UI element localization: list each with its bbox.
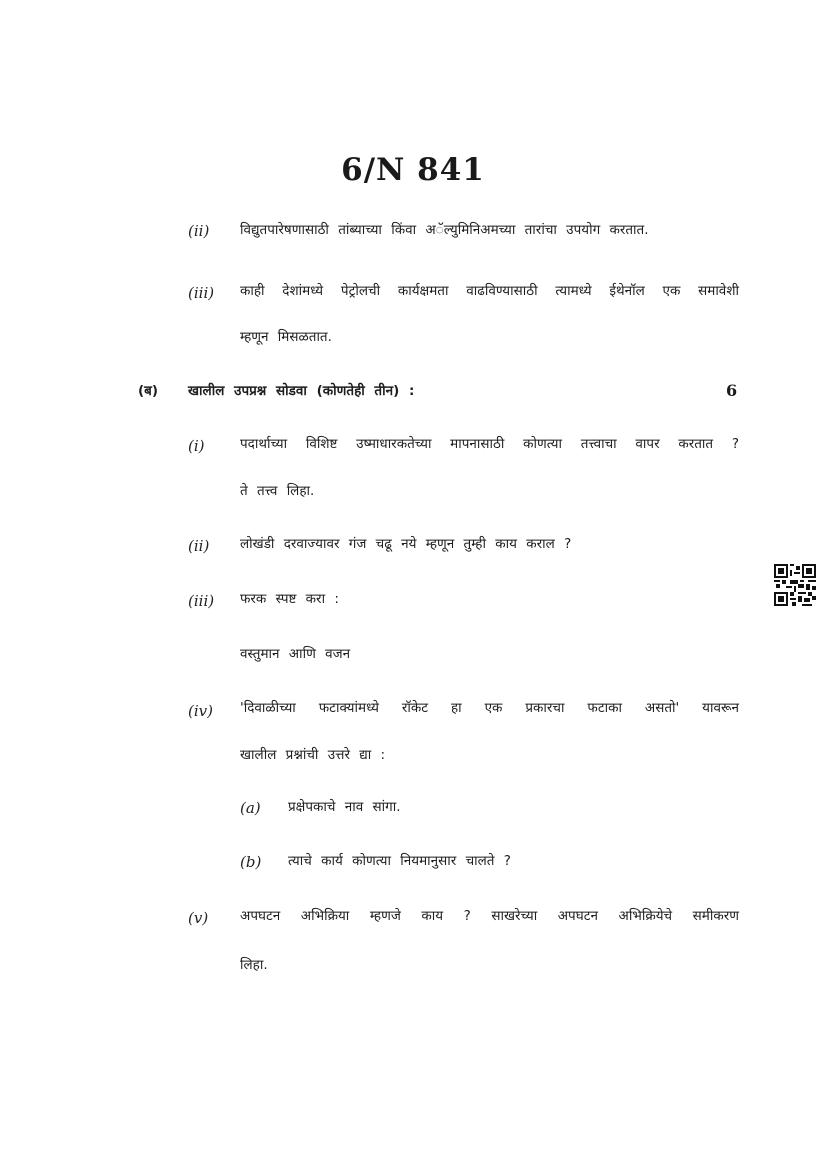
section-instruction: खालील उपप्रश्न सोडवा (कोणतेही तीन) : bbox=[188, 383, 415, 399]
subquestion-number: (b) bbox=[240, 853, 262, 871]
question-number: (ii) bbox=[188, 537, 210, 555]
question-text: फरक स्पष्ट करा : bbox=[240, 591, 339, 607]
question-text-continued: लिहा. bbox=[240, 957, 268, 973]
question-number: (v) bbox=[188, 909, 209, 927]
question-text: पदार्थाच्या विशिष्ट उष्माधारकतेच्या मापनासाठी कोणत्या तत्त्वाचा वापर करतात ? bbox=[240, 436, 739, 452]
question-text: काही देशांमध्ये पेट्रोलची कार्यक्षमता वाढविण्यासाठी त्यामध्ये ईथेनॉल एक समावेशी bbox=[240, 283, 739, 299]
question-text-continued: ते तत्त्व लिहा. bbox=[240, 483, 315, 499]
question-text-continued: खालील प्रश्नांची उत्तरे द्या : bbox=[240, 747, 386, 763]
question-text-continued: म्हणून मिसळतात. bbox=[240, 329, 332, 345]
question-text: लोखंडी दरवाज्यावर गंज चढू नये म्हणून तुम्ही काय कराल ? bbox=[240, 536, 572, 552]
question-number: (iii) bbox=[188, 592, 215, 610]
question-number: (iii) bbox=[188, 284, 215, 302]
question-text: विद्युतपारेषणासाठी तांब्याच्या किंवा अॅल्युमिनिअमच्या तारांचा उपयोग करतात. bbox=[240, 222, 649, 238]
page-title: 6/N 841 bbox=[341, 152, 485, 188]
question-text: 'दिवाळीच्या फटाक्यांमध्ये रॉकेट हा एक प्रकारचा फटाका असतो' यावरून bbox=[240, 700, 739, 716]
question-number: (ii) bbox=[188, 222, 210, 240]
subquestion-number: (a) bbox=[240, 799, 261, 817]
section-marks: 6 bbox=[726, 381, 738, 400]
question-number: (i) bbox=[188, 437, 205, 455]
qr-code-icon bbox=[774, 564, 816, 606]
question-text: अपघटन अभिक्रिया म्हणजे काय ? साखरेच्या अपघटन अभिक्रियेचे समीकरण bbox=[240, 908, 739, 924]
section-label: (ब) bbox=[138, 383, 159, 399]
question-number: (iv) bbox=[188, 702, 213, 720]
subquestion-text: प्रक्षेपकाचे नाव सांगा. bbox=[288, 799, 401, 815]
subquestion-text: त्याचे कार्य कोणत्या नियमानुसार चालते ? bbox=[288, 853, 511, 869]
question-text-continued: वस्तुमान आणि वजन bbox=[240, 646, 351, 662]
